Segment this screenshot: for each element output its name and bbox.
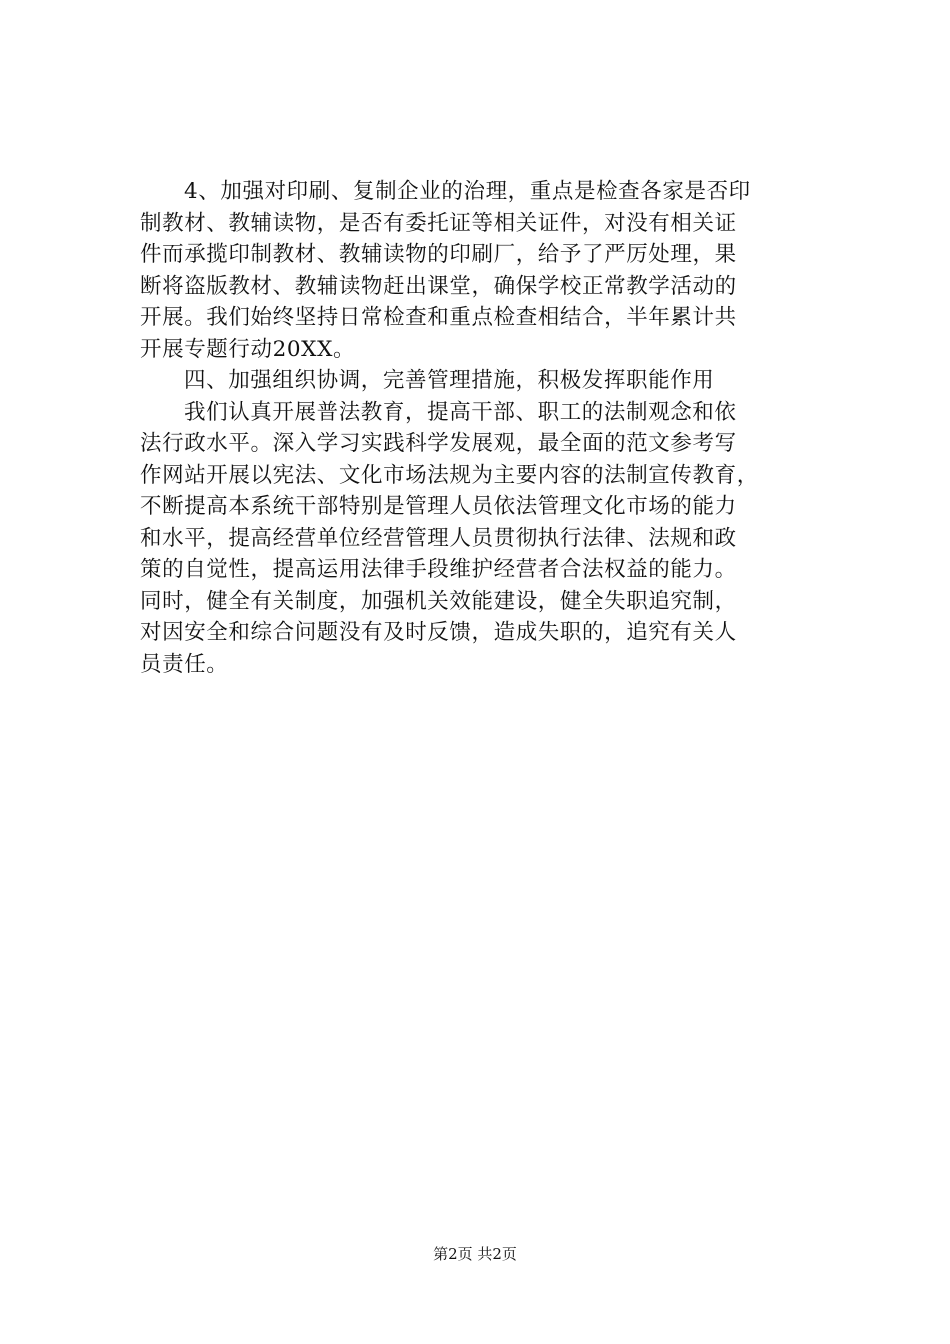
body-line: 开展专题行动20XX。: [140, 336, 356, 362]
body-line: 制教材、教辅读物，是否有委托证等相关证件，对没有相关证: [140, 210, 737, 236]
document-body: [140, 176, 816, 680]
body-line: 同时，健全有关制度，加强机关效能建设，健全失职追究制，: [140, 588, 737, 614]
body-line: 断将盗版教材、教辅读物赶出课堂，确保学校正常教学活动的: [140, 273, 737, 299]
body-line: 件而承揽印制教材、教辅读物的印刷厂，给予了严厉处理，果: [140, 242, 737, 267]
body-line: 4、加强对印刷、复制企业的治理，重点是检查各家是否印: [184, 179, 751, 204]
body-line: 和水平，提高经营单位经营管理人员贯彻执行法律、法规和政: [140, 525, 737, 551]
body-line: 不断提高本系统干部特别是管理人员依法管理文化市场的能力: [140, 494, 737, 519]
body-line: 我们认真开展普法教育，提高干部、职工的法制观念和依: [184, 399, 737, 425]
body-line: 作网站开展以宪法、文化市场法规为主要内容的法制宣传教育，: [140, 462, 759, 488]
page-number-footer: 第2页 共2页: [433, 1245, 517, 1263]
body-line: 开展。我们始终坚持日常检查和重点检查相结合，半年累计共: [140, 305, 737, 330]
body-line: 策的自觉性，提高运用法律手段维护经营者合法权益的能力。: [140, 557, 737, 582]
body-line: 员责任。: [140, 651, 229, 677]
body-line: 对因安全和综合问题没有及时反馈，造成失职的，追究有关人: [140, 620, 737, 645]
section-heading: 四、加强组织协调，完善管理措施，积极发挥职能作用: [184, 368, 715, 393]
body-line: 法行政水平。深入学习实践科学发展观，最全面的范文参考写: [140, 431, 737, 456]
